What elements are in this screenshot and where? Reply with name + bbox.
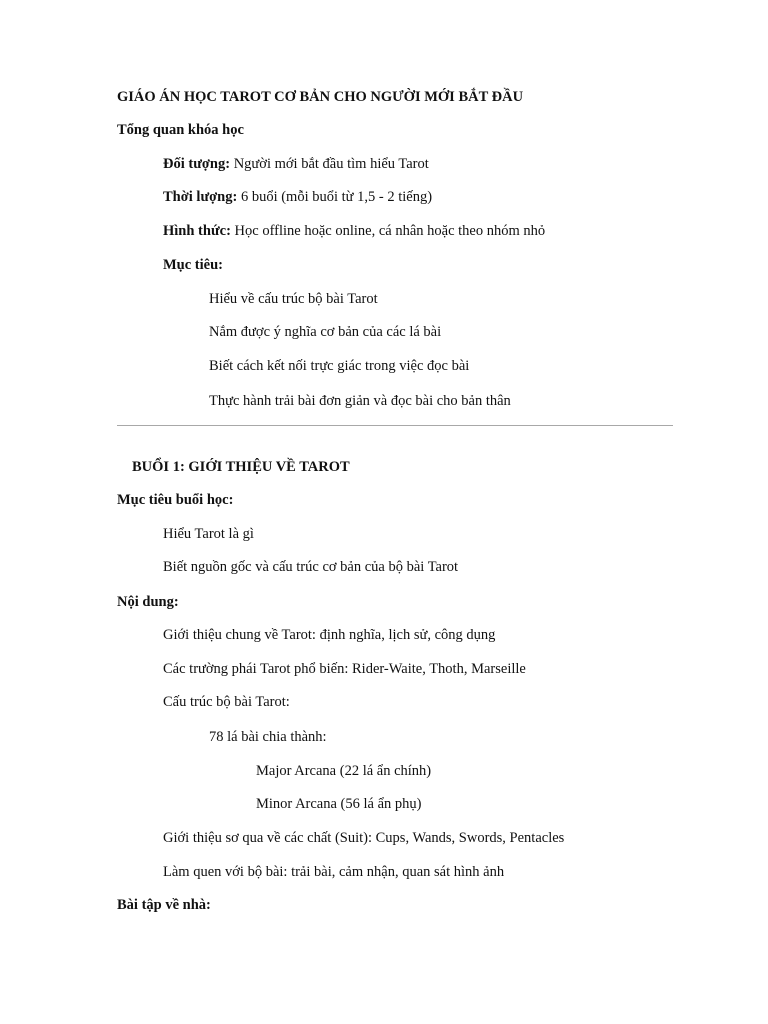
content-item-cards-split: 78 lá bài chia thành: [209,729,327,745]
format-label: Hình thức: [163,223,231,239]
audience-label: Đối tượng: [163,156,231,172]
document-title: GIÁO ÁN HỌC TAROT CƠ BẢN CHO NGƯỜI MỚI BẮT ĐẦU [117,89,524,105]
goal-item: Hiểu về cấu trúc bộ bài Tarot [209,291,378,307]
homework-heading: Bài tập về nhà: [117,897,211,913]
content-item-suits: Giới thiệu sơ qua về các chất (Suit): Cups, Wands, Swords, Pentacles [163,830,565,846]
session1-goal-item: Hiểu Tarot là gì [163,526,254,542]
audience-value: Người mới bắt đầu tìm hiểu Tarot [233,156,429,172]
session1-title: BUỔI 1: GIỚI THIỆU VỀ TAROT [132,459,350,475]
content-item-structure: Cấu trúc bộ bài Tarot: [163,694,290,710]
overview-heading: Tổng quan khóa học [117,122,244,138]
goal-item: Thực hành trải bài đơn giản và đọc bài cho bản thân [209,393,511,409]
duration-label: Thời lượng: [163,189,238,205]
goals-label: Mục tiêu: [163,257,223,273]
duration-line [163,188,432,206]
audience-line [163,155,429,173]
duration-value: 6 buổi (mỗi buổi từ 1,5 - 2 tiếng) [240,189,433,205]
format-line [163,222,545,240]
goal-item: Nắm được ý nghĩa cơ bản của các lá bài [209,324,442,340]
format-value: Học offline hoặc online, cá nhân hoặc theo nhóm nhỏ [234,223,546,239]
session1-content-heading: Nội dung: [117,594,179,610]
content-item-minor-arcana: Minor Arcana (56 lá ẩn phụ) [256,796,422,812]
session1-goals-heading: Mục tiêu buổi học: [117,492,234,508]
content-item-intro: Giới thiệu chung về Tarot: định nghĩa, lịch sử, công dụng [163,627,496,643]
session1-goal-item: Biết nguồn gốc và cấu trúc cơ bản của bộ bài Tarot [163,559,459,575]
content-item-schools: Các trường phái Tarot phổ biến: Rider-Waite, Thoth, Marseille [163,661,526,677]
content-item-practice: Làm quen với bộ bài: trải bài, cảm nhận, quan sát hình ảnh [163,864,505,880]
content-item-major-arcana: Major Arcana (22 lá ẩn chính) [256,763,432,779]
goal-item: Biết cách kết nối trực giác trong việc đọc bài [209,358,470,374]
section-divider [117,425,673,426]
